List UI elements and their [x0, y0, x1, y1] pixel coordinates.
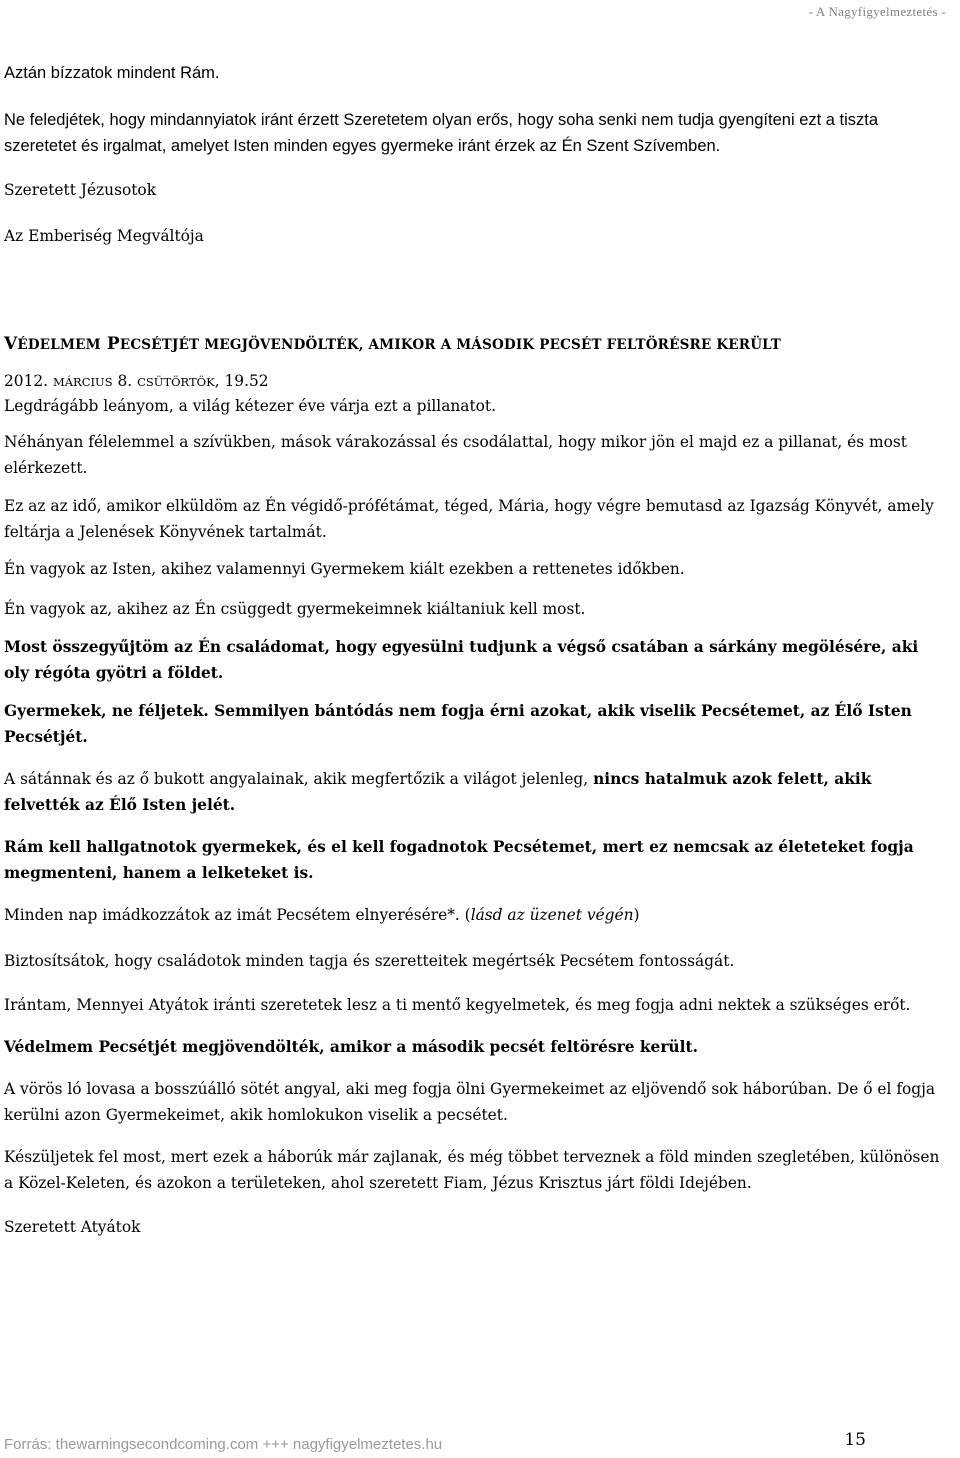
prayer-ref-link-text: lásd az üzenet végén — [470, 906, 634, 924]
message-paragraph: Irántam, Mennyei Atyátok iránti szeretetek lesz a ti mentő kegyelmetek, és meg fogja adni nektek a szükséges erőt. — [4, 996, 911, 1014]
message-paragraph: Én vagyok az, akihez az Én csüggedt gyermekeimnek kiáltaniuk kell most. — [4, 600, 586, 618]
message-paragraph: Készüljetek fel most, mert ezek a háborúk már zajlanak, és még többet terveznek a föld minden szegletében, különösen a Közel-Keleten, és azokon a területeken, ahol szeretett Fiam, Jézus Krisztus járt földi Idejében. — [4, 1148, 940, 1192]
message-paragraph: Én vagyok az Isten, akihez valamennyi Gyermekem kiált ezekben a rettenetes időkben. — [4, 560, 685, 578]
signature-jesus: Szeretett Jézusotok — [4, 181, 157, 199]
page-number: 15 — [844, 1430, 866, 1450]
title-initial-v: V — [4, 334, 18, 354]
page-content — [4, 60, 944, 1240]
message-date — [4, 368, 944, 395]
message-paragraph: Biztosítsátok, hogy családotok minden tagja és szeretteitek megértsék Pecsétem fontosságát. — [4, 952, 735, 970]
message-paragraph-bold: Védelmem Pecsétjét megjövendölték, amikor a második pecsét feltörésre került. — [4, 1038, 698, 1056]
signature-father: Szeretett Atyátok — [4, 1218, 141, 1236]
date-month: MÁRCIUS — [52, 375, 113, 389]
paragraph-bold-part: nincs hatalmuk azok felett, akik felvették az Élő Isten jelét. — [4, 770, 872, 814]
footer-source: Forrás: thewarningsecondcoming.com +++ nagyfigyelmeztetes.hu — [4, 1436, 443, 1453]
title-initial-p: P — [106, 334, 120, 354]
running-header: - A Nagyfigyelmeztetés - — [808, 4, 946, 19]
message-paragraph: Ez az az idő, amikor elküldöm az Én végidő-prófétámat, téged, Mária, hogy végre bemutasd az Igazság Könyvét, amely feltárja a Jelenések Könyvének tartalmát. — [4, 497, 934, 541]
message-paragraph-bold: Gyermekek, ne féljetek. Semmilyen bántódás nem fogja érni azokat, akik viselik Pecsétemet, az Élő Isten Pecsétjét. — [4, 702, 912, 746]
message-paragraph-bold: Most összegyűjtöm az Én családomat, hogy egyesülni tudjunk a végső csatában a sárkány megölésére, aki oly régóta gyötri a földet. — [4, 638, 919, 682]
message-paragraph-mixed — [4, 766, 944, 818]
signature-redeemer: Az Emberiség Megváltója — [4, 227, 204, 245]
message-paragraph: A vörös ló lovasa a bosszúálló sötét angyal, aki meg fogja ölni Gyermekeimet az eljövendő sok háborúban. De ő el fogja kerülni azon Gyermekeimet, akik homlokukon viselik a pecsétet. — [4, 1080, 936, 1124]
message-paragraph-prayer-ref — [4, 902, 944, 928]
title-rest: ECSÉTJÉT MEGJÖVENDÖLTÉK, AMIKOR A MÁSODIK PECSÉT FELTÖRÉSRE KERÜLT — [119, 337, 782, 353]
prayer-ref-text: Minden nap imádkozzátok az imát Pecsétem elnyerésére*. ( — [4, 906, 471, 924]
message-paragraph-bold: Rám kell hallgatnotok gyermekek, és el kell fogadnotok Pecsétemet, mert ez nemcsak az életeteket fogja megmenteni, hanem a lelketeket is. — [4, 838, 914, 882]
message-title — [4, 331, 944, 358]
title-word-1: ÉDELMEM — [17, 337, 101, 353]
date-year: 2012. — [4, 372, 53, 390]
message-paragraph: Legdrágább leányom, a világ kétezer éve várja ezt a pillanatot. — [4, 397, 497, 415]
page-footer — [4, 1430, 866, 1453]
prayer-ref-close: ) — [633, 906, 640, 924]
date-time: , 19.52 — [214, 372, 269, 390]
date-weekday: CSÜTÖRTÖK — [137, 375, 215, 389]
date-day: 8. — [112, 372, 138, 390]
intro-paragraph: Ne feledjétek, hogy mindannyiatok iránt érzett Szeretetem olyan erős, hogy soha senki nem tudja gyengíteni ezt a tiszta szeretetet és irgalmat, amelyet Isten minden egyes gyermeke iránt érzek az Én Szent Szívemben. — [4, 111, 879, 155]
intro-line: Aztán bízzatok mindent Rám. — [4, 64, 220, 82]
message-paragraph: Néhányan félelemmel a szívükben, mások várakozással és csodálattal, hogy mikor jön el majd ez a pillanat, és most elérkezett. — [4, 433, 907, 477]
paragraph-regular-part: A sátánnak és az ő bukott angyalainak, akik megfertőzik a világot jelenleg, — [4, 770, 594, 788]
